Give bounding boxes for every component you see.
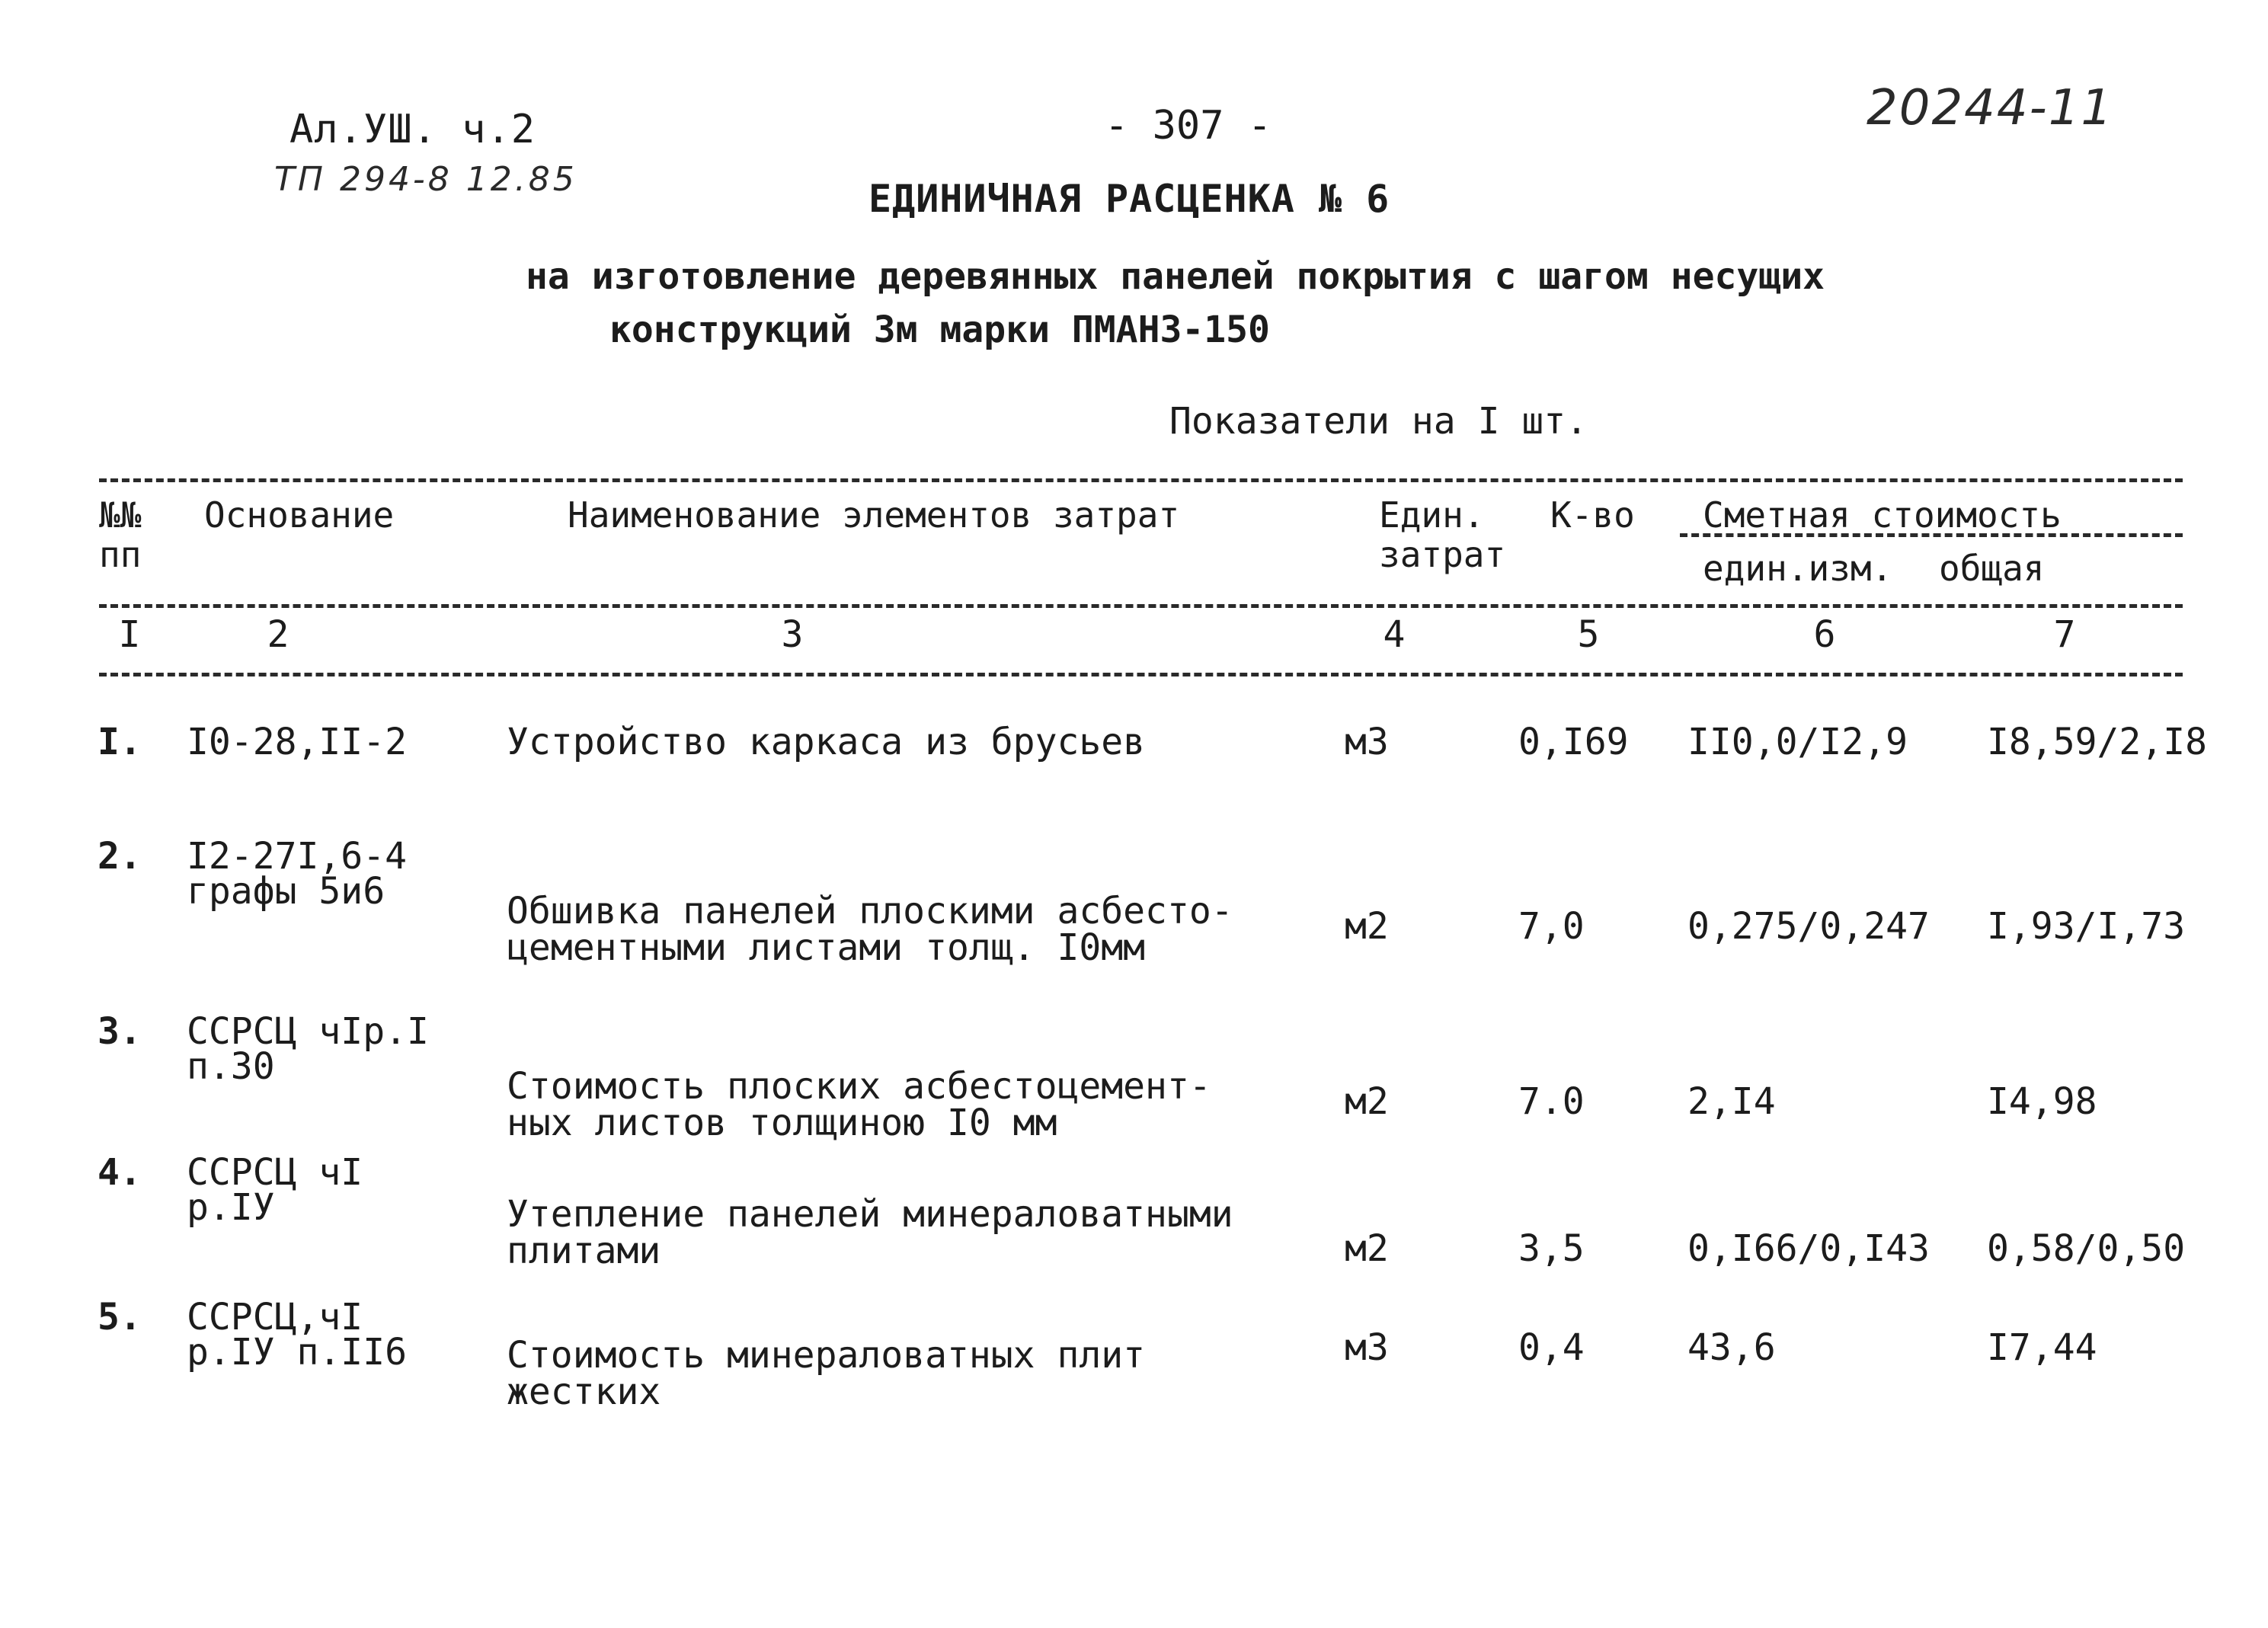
header-bottom-rule — [99, 604, 2183, 608]
numbering-bottom-rule — [99, 673, 2183, 676]
header-cost-unit: един.изм. — [1703, 548, 1893, 589]
row-unit: м2 — [1345, 905, 1389, 948]
row-basis: п.30 — [187, 1045, 275, 1088]
row-basis: I2-27I,6-4 — [187, 835, 407, 878]
column-number: 3 — [781, 613, 804, 656]
album-label: Ал.УШ. ч.2 — [289, 107, 536, 152]
row-qty: 3,5 — [1518, 1227, 1585, 1270]
row-basis: р.IУ п.II6 — [187, 1331, 407, 1374]
subtitle-line-1: на изготовление деревянных панелей покрытия с шагом несущих — [526, 255, 1825, 298]
row-name: ных листов толщиною I0 мм — [507, 1102, 1057, 1144]
row-name: плитами — [507, 1230, 661, 1272]
row-unit: м2 — [1345, 1080, 1389, 1123]
row-basis: I0-28,II-2 — [187, 721, 407, 763]
document-number: 20244-11 — [1867, 80, 2114, 136]
row-number: 3. — [98, 1010, 142, 1053]
row-name: жестких — [507, 1371, 661, 1413]
row-total: I8,59/2,I8 — [1987, 721, 2207, 763]
row-total: I,93/I,73 — [1987, 905, 2186, 948]
column-number: 4 — [1383, 613, 1406, 656]
header-cost: Сметная стоимость — [1703, 494, 2062, 536]
row-unit: м3 — [1345, 721, 1389, 763]
row-number: 4. — [98, 1151, 142, 1194]
row-number: 5. — [98, 1296, 142, 1339]
row-number: I. — [98, 721, 142, 763]
row-qty: 7,0 — [1518, 905, 1585, 948]
row-basis: графы 5и6 — [187, 870, 385, 913]
row-name: Обшивка панелей плоскими асбесто- — [507, 890, 1233, 932]
header-unit: Един. затрат — [1379, 494, 1506, 575]
header-cost-total: общая — [1939, 548, 2045, 589]
row-unit-cost: 43,6 — [1687, 1326, 1776, 1369]
column-number: I — [118, 613, 141, 656]
row-basis: ССРСЦ чIр.I — [187, 1010, 429, 1053]
page-title: ЕДИНИЧНАЯ РАСЦЕНКА № 6 — [868, 177, 1390, 221]
row-unit-cost: 0,275/0,247 — [1687, 905, 1930, 948]
row-basis: ССРСЦ,чI — [187, 1296, 363, 1339]
cost-subheader-rule — [1680, 533, 2183, 537]
page-number: - 307 - — [1105, 103, 1272, 149]
column-number: 7 — [2053, 613, 2076, 656]
row-qty: 7.0 — [1518, 1080, 1585, 1123]
row-unit-cost: 2,I4 — [1687, 1080, 1776, 1123]
row-total: I7,44 — [1987, 1326, 2097, 1369]
row-qty: 0,I69 — [1518, 721, 1629, 763]
row-number: 2. — [98, 835, 142, 878]
column-number: 6 — [1813, 613, 1836, 656]
row-qty: 0,4 — [1518, 1326, 1585, 1369]
row-name: Утепление панелей минераловатными — [507, 1193, 1233, 1236]
indicators-note: Показатели на I шт. — [1169, 400, 1588, 443]
row-name: Устройство каркаса из брусьев — [507, 721, 1146, 763]
row-basis: р.IУ — [187, 1186, 275, 1229]
row-name: цементными листами толщ. I0мм — [507, 926, 1146, 969]
row-unit-cost: II0,0/I2,9 — [1687, 721, 1908, 763]
row-basis: ССРСЦ чI — [187, 1151, 363, 1194]
column-number: 2 — [267, 613, 289, 656]
header-no: №№ пп — [99, 494, 142, 575]
header-basis: Основание — [204, 494, 395, 536]
subtitle-line-2: конструкций 3м марки ПМАНЗ-150 — [609, 309, 1270, 351]
header-name: Наименование элементов затрат — [568, 494, 1180, 536]
column-number: 5 — [1577, 613, 1600, 656]
tp-code: ТП 294-8 12.85 — [274, 160, 577, 199]
table-top-rule — [99, 478, 2183, 482]
row-name: Стоимость минераловатных плит — [507, 1334, 1146, 1377]
header-qty: К-во — [1550, 494, 1635, 536]
row-unit: м3 — [1345, 1326, 1389, 1369]
row-unit-cost: 0,I66/0,I43 — [1687, 1227, 1930, 1270]
row-name: Стоимость плоских асбестоцемент- — [507, 1065, 1211, 1108]
row-unit: м2 — [1345, 1227, 1389, 1270]
row-total: I4,98 — [1987, 1080, 2097, 1123]
row-total: 0,58/0,50 — [1987, 1227, 2186, 1270]
